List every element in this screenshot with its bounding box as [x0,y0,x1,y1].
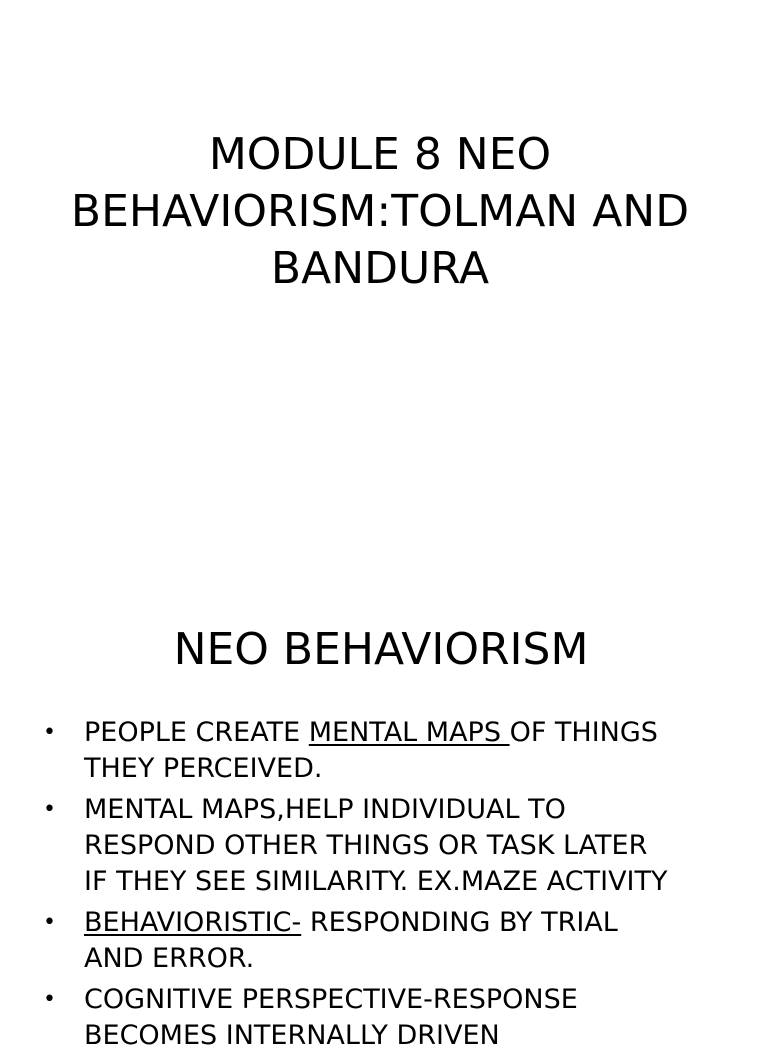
bullet-3-line-1 [84,907,618,938]
bullet-3-underlined-term: BEHAVIORISTIC- [84,907,302,938]
slide-2-title: NEO BEHAVIORISM [173,624,589,675]
title-line-3: BANDURA [270,243,490,294]
bullet-item-4 [36,982,748,1054]
bullet-item-2 [36,792,748,900]
bullet-item-1 [36,715,748,787]
bullet-2-line-1: MENTAL MAPS,HELP INDIVIDUAL TO [84,794,566,825]
bullet-1-text-post: OF THINGS [509,717,658,748]
slide-1-title [20,126,740,297]
bullet-3-text-post: RESPONDING BY TRIAL [301,907,618,938]
bullet-dot-icon: • [43,797,56,822]
bullet-item-3 [36,905,748,977]
bullet-4-line-2: BECOMES INTERNALLY DRIVEN [84,1020,500,1051]
bullet-1-line-2: THEY PERCEIVED. [84,753,323,784]
bullet-dot-icon: • [43,720,56,745]
bullet-dot-icon: • [43,910,56,935]
bullet-2-line-3: IF THEY SEE SIMILARITY. EX.MAZE ACTIVITY [84,866,668,897]
bullet-1-line-1 [84,717,658,748]
bullet-4-line-1: COGNITIVE PERSPECTIVE-RESPONSE [84,984,578,1015]
bullet-3-line-2: AND ERROR. [84,943,255,974]
title-line-2: BEHAVIORISM:TOLMAN AND [70,186,690,237]
bullet-list [36,715,748,1059]
title-line-1: MODULE 8 NEO [208,129,552,180]
bullet-2-line-2: RESPOND OTHER THINGS OR TASK LATER [84,830,648,861]
slide-2 [0,576,768,1051]
bullet-1-text-pre: PEOPLE CREATE [84,717,309,748]
bullet-1-underlined-term: MENTAL MAPS [308,717,510,748]
bullet-dot-icon: • [43,987,56,1012]
